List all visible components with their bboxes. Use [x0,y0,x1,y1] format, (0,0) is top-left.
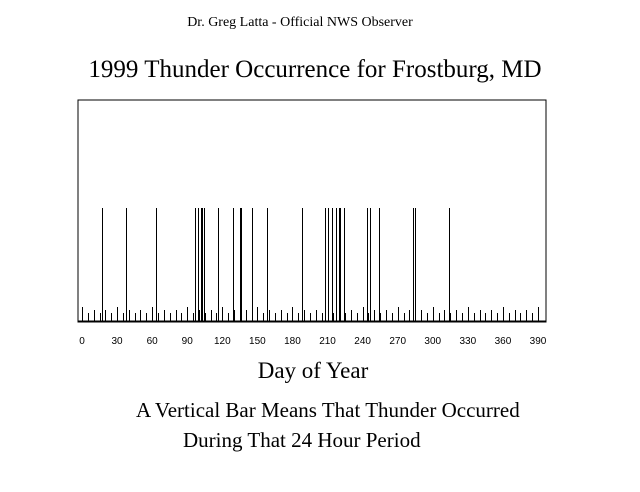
observer-credit: Dr. Greg Latta - Official NWS Observer [187,15,413,30]
x-axis-label: Day of Year [257,358,369,383]
thunder-bars [103,208,450,321]
caption-line-2: During That 24 Hour Period [183,428,421,452]
chart-title: 1999 Thunder Occurrence for Frostburg, MD [88,56,542,83]
x-axis-ticks [83,307,539,321]
x-tick-label: 90 [181,336,193,347]
x-axis-tick-labels [79,336,547,347]
x-tick-label: 330 [459,336,477,347]
x-tick-label: 360 [494,336,512,347]
caption-line-1: A Vertical Bar Means That Thunder Occurred [136,398,520,422]
x-tick-label: 300 [424,336,442,347]
plot-frame [78,100,546,322]
x-tick-label: 30 [111,336,123,347]
x-tick-label: 210 [319,336,336,347]
x-tick-label: 120 [213,336,231,347]
x-tick-label: 150 [249,336,266,347]
x-tick-label: 270 [389,336,407,347]
x-tick-label: 180 [284,336,301,347]
x-tick-label: 390 [529,336,547,347]
x-tick-label: 240 [354,336,371,347]
x-tick-label: 60 [146,336,158,347]
x-tick-label: 0 [79,336,85,347]
